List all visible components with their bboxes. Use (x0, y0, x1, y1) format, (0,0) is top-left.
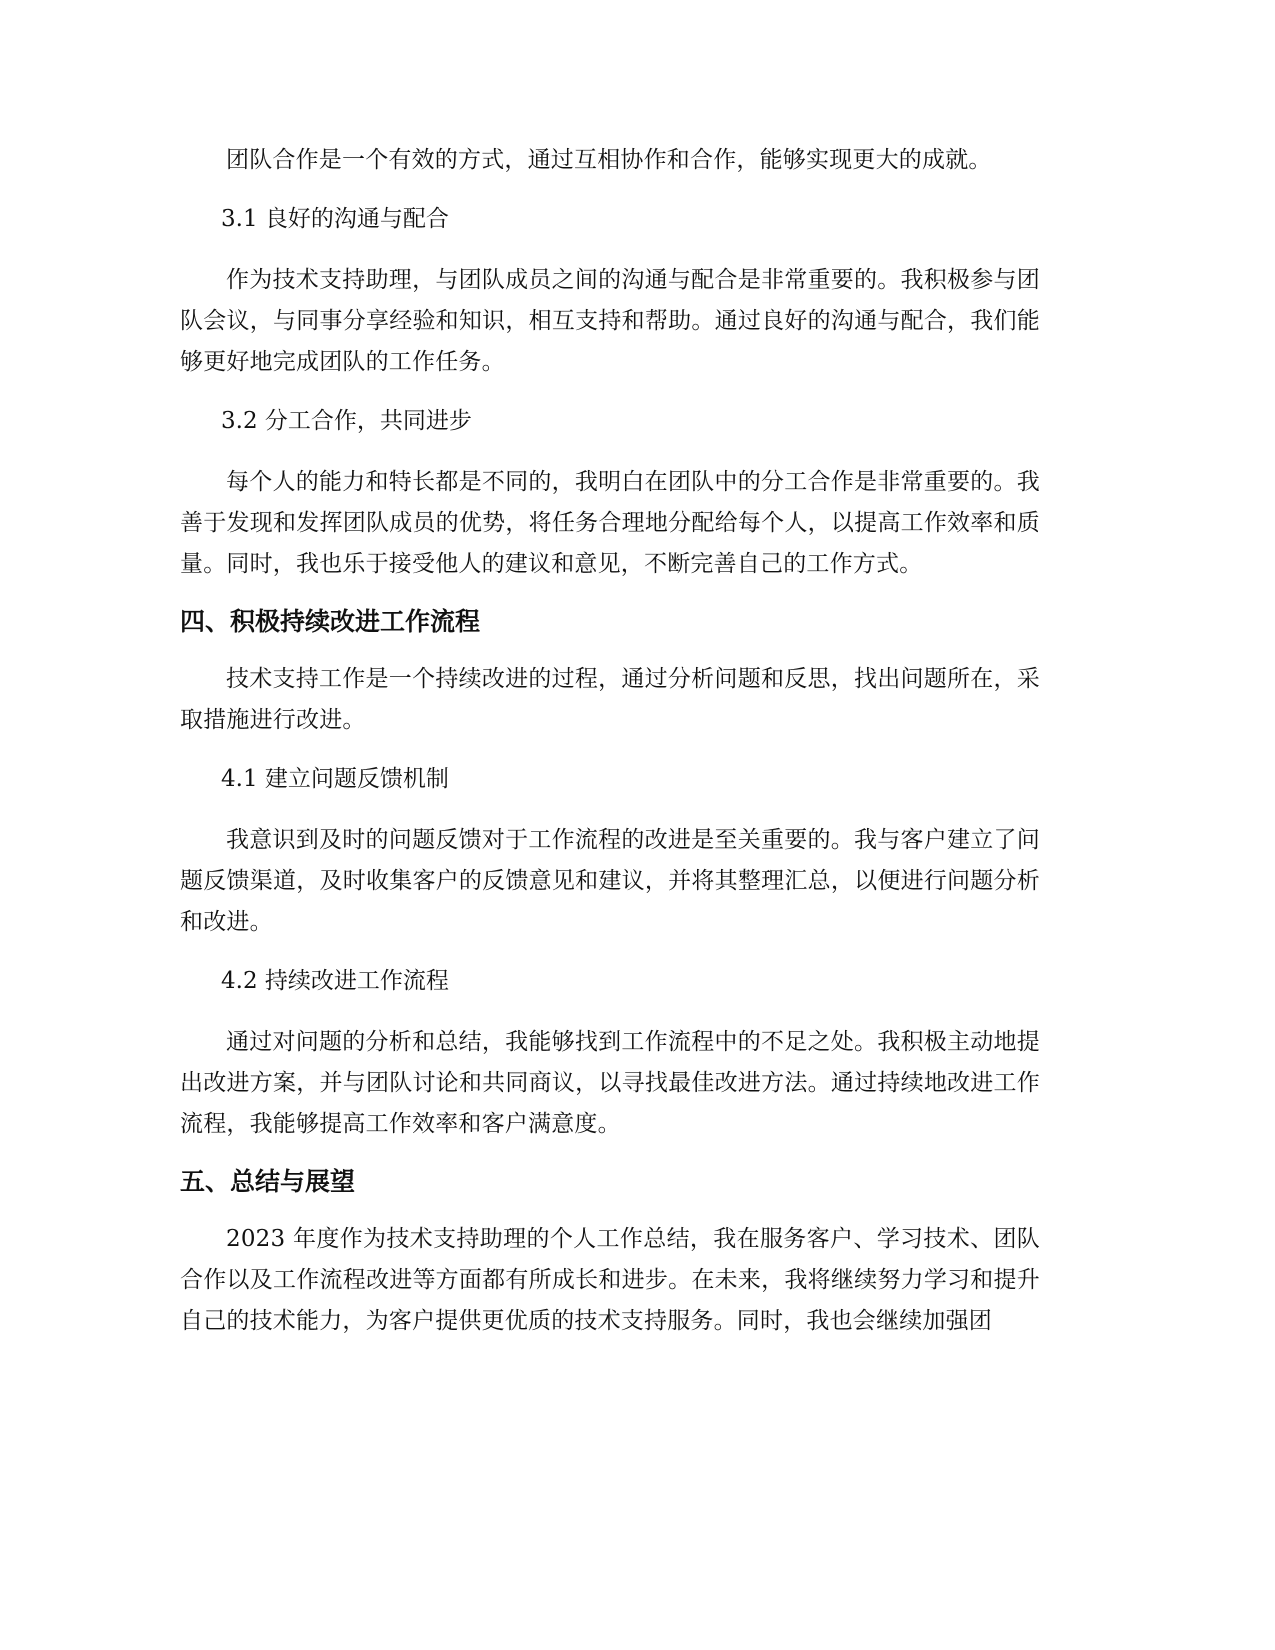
paragraph-process-improvement: 通过对问题的分析和总结，我能够找到工作流程中的不足之处。我积极主动地提出改进方案，并与团队讨论和共同商议，以寻找最佳改进方法。通过持续地改进工作流程，我能够提高工作效率和客户满意度。 (180, 1029, 1040, 1137)
subheading-4-2: 4.2 持续改进工作流程 (221, 968, 449, 994)
paragraph-intro-teamwork: 团队合作是一个有效的方式，通过互相协作和合作，能够实现更大的成就。 (226, 147, 992, 173)
section-heading-4: 四、积极持续改进工作流程 (180, 607, 481, 636)
section-heading-5: 五、总结与展望 (180, 1167, 356, 1196)
paragraph-continuous-improvement: 技术支持工作是一个持续改进的过程，通过分析问题和反思，找出问题所在，采取措施进行改进。 (180, 666, 1040, 733)
paragraph-summary: 2023 年度作为技术支持助理的个人工作总结，我在服务客户、学习技术、团队合作以及工作流程改进等方面都有所成长和进步。在未来，我将继续努力学习和提升自己的技术能力，为客户提供更优质的技术支持服务。同时，我也会继续加强团 (180, 1226, 1040, 1334)
subheading-3-1: 3.1 良好的沟通与配合 (221, 206, 449, 232)
subheading-3-2: 3.2 分工合作，共同进步 (221, 408, 472, 434)
document-page (180, 140, 1040, 1360)
paragraph-division-of-work: 每个人的能力和特长都是不同的，我明白在团队中的分工合作是非常重要的。我善于发现和发挥团队成员的优势，将任务合理地分配给每个人，以提高工作效率和质量。同时，我也乐于接受他人的建议和意见，不断完善自己的工作方式。 (180, 469, 1040, 577)
subheading-4-1: 4.1 建立问题反馈机制 (221, 766, 449, 792)
paragraph-communication: 作为技术支持助理，与团队成员之间的沟通与配合是非常重要的。我积极参与团队会议，与同事分享经验和知识，相互支持和帮助。通过良好的沟通与配合，我们能够更好地完成团队的工作任务。 (180, 267, 1040, 375)
paragraph-feedback-mechanism: 我意识到及时的问题反馈对于工作流程的改进是至关重要的。我与客户建立了问题反馈渠道，及时收集客户的反馈意见和建议，并将其整理汇总，以便进行问题分析和改进。 (180, 827, 1040, 935)
